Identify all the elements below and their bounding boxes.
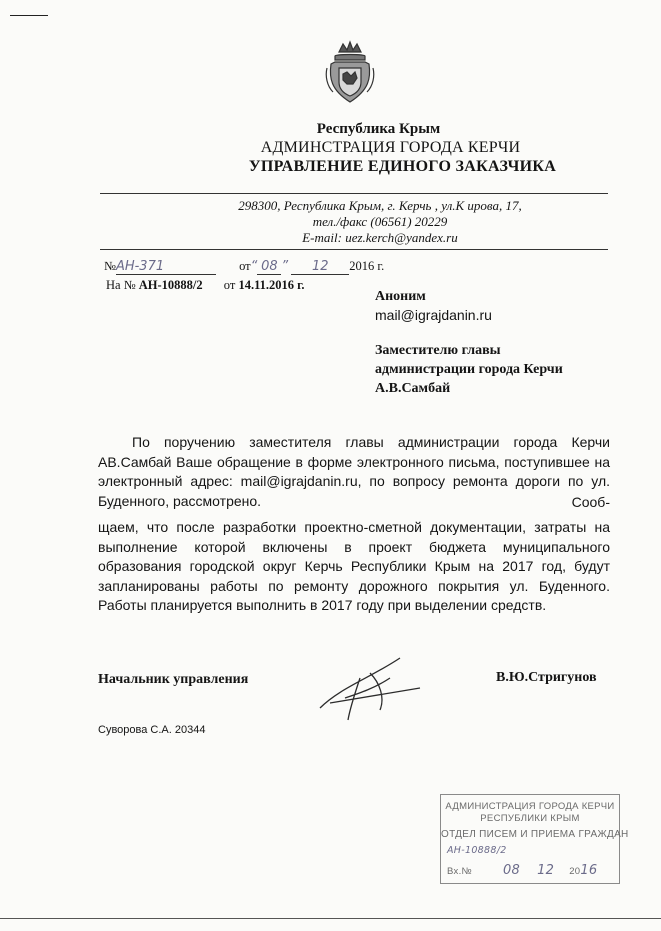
stamp-date-row <box>447 863 617 878</box>
incoming-date-prefix: от <box>223 278 236 292</box>
outgoing-day: 08 <box>257 259 281 275</box>
stamp-month: 12 <box>537 863 555 878</box>
signature-name: В.Ю.Стригунов <box>496 670 597 685</box>
incoming-reference <box>106 278 305 293</box>
header-republic: Республика Крым <box>316 121 441 137</box>
executor-info: Суворова С.А. 20344 <box>98 724 206 736</box>
address-line-3: E-mail: uez.kerch@yandex.ru <box>302 230 458 245</box>
recipient-2-line-2: администрации города Керчи <box>375 362 563 377</box>
address-line-2: тел./факс (06561) 20229 <box>312 214 448 229</box>
outgoing-number-prefix: № <box>104 259 116 273</box>
outgoing-date-prefix: от <box>239 259 251 273</box>
header-department: УПРАВЛЕНИЕ ЕДИНОГО ЗАКАЗЧИКА <box>248 158 557 175</box>
stamp-line-2: РЕСПУБЛИКИ КРЫМ <box>480 813 580 824</box>
header-administration: АДМИНСТРАЦИЯ ГОРОДА КЕРЧИ <box>260 139 521 156</box>
recipient-2-line-1: Заместителю главы <box>375 343 501 358</box>
body-paragraph-2-lead: Сооб- <box>571 494 610 510</box>
signature-scribble-icon <box>300 648 430 728</box>
outgoing-number: АН-371 <box>116 259 216 275</box>
stamp-in-label: Вх.№ <box>447 866 473 877</box>
body-paragraph-2-text: щаем, что после разработки проектно-сметной документации, затраты на выполнение которой включены в проект бюджета муниципального образования городской округ Керчь Республики Крым на 2017 год, будут запланированы работы по ремонту дорожного покрытия ул. Буденного. Работы планируется выполнить в 2017 году при выделении средств. <box>98 519 610 614</box>
recipient-1-name: Аноним <box>375 289 426 304</box>
body-paragraph-2 <box>98 518 610 616</box>
stamp-number: АН-10888/2 <box>447 845 507 856</box>
signature-position: Начальник управления <box>98 672 249 687</box>
incoming-number-prefix: На № <box>106 278 136 292</box>
outgoing-month: 12 <box>291 259 349 275</box>
stamp-year-suffix: 20 <box>569 866 581 877</box>
body-paragraph-1-text: По поручению заместителя главы администрации города Керчи АВ.Самбай Ваше обращение в форме электронного письма, поступившее на электронный адрес: mail@igrajdanin.ru, по вопросу ремонта дороги по ул. Буденного, рассмотрено. <box>98 434 610 509</box>
stamp-line-1: АДМИНИСТРАЦИЯ ГОРОДА КЕРЧИ <box>445 801 615 812</box>
recipient-1-email: mail@igrajdanin.ru <box>375 307 492 323</box>
recipient-2-line-3: А.В.Самбай <box>375 381 451 396</box>
stamp-year: 16 <box>580 863 598 878</box>
incoming-number: АН-10888/2 <box>138 278 203 292</box>
stamp-day: 08 <box>502 863 521 878</box>
outgoing-registration: №АН-371 от“ 08 ” 12 2016 г. <box>104 259 385 274</box>
coat-of-arms-icon <box>325 38 375 106</box>
header-rule-bottom <box>100 249 608 250</box>
stamp-line-3: ОТДЕЛ ПИСЕМ И ПРИЕМА ГРАЖДАН <box>441 829 629 840</box>
scan-bottom-edge <box>0 918 661 919</box>
header-rule-top <box>100 193 608 194</box>
incoming-date: 14.11.2016 г. <box>238 278 305 292</box>
outgoing-year: 2016 г. <box>349 259 385 273</box>
address-line-1: 298300, Республика Крым, г. Керчь , ул.К ирова, 17, <box>238 198 522 213</box>
registration-stamp <box>440 794 629 884</box>
scan-mark <box>10 15 48 16</box>
